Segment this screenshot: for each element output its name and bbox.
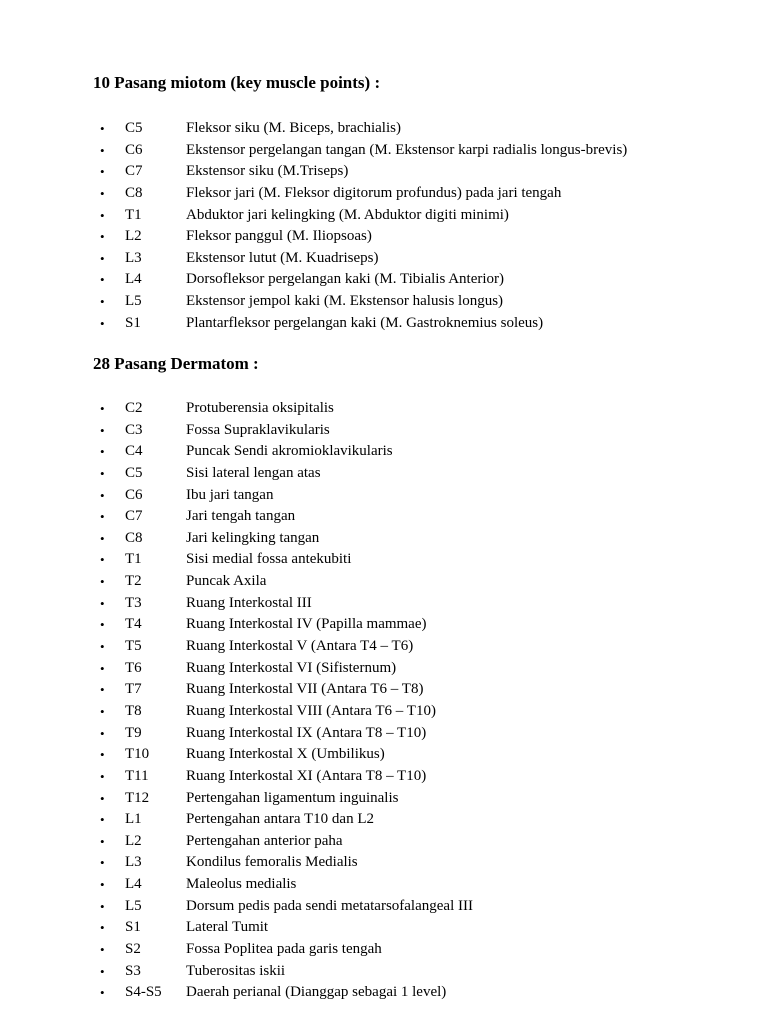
bullet-icon: • [100, 487, 105, 503]
segment-code: T8 [125, 702, 142, 719]
segment-code: S1 [125, 314, 141, 331]
myotome-list [0, 118, 720, 334]
bullet-icon: • [100, 812, 105, 828]
bullet-icon: • [100, 639, 105, 655]
segment-code: T3 [125, 594, 142, 611]
list-item [0, 528, 720, 550]
segment-code: C8 [125, 184, 143, 201]
segment-description: Abduktor jari kelingking (M. Abduktor digiti minimi) [186, 206, 509, 223]
bullet-icon: • [100, 444, 105, 460]
list-item [0, 982, 720, 1004]
list-item [0, 313, 720, 335]
segment-code: S2 [125, 941, 141, 958]
bullet-icon: • [100, 272, 105, 288]
list-item [0, 809, 720, 831]
segment-description: Fleksor jari (M. Fleksor digitorum profundus) pada jari tengah [186, 184, 562, 201]
segment-code: C7 [125, 508, 143, 525]
list-item [0, 183, 720, 205]
segment-description: Ruang Interkostal XI (Antara T8 – T10) [186, 767, 427, 784]
segment-description: Ruang Interkostal VIII (Antara T6 – T10) [186, 702, 436, 719]
segment-code: L4 [125, 876, 142, 893]
segment-description: Fossa Poplitea pada garis tengah [186, 941, 382, 958]
list-item [0, 874, 720, 896]
segment-code: T4 [125, 616, 142, 633]
segment-description: Dorsum pedis pada sendi metatarsofalangeal III [186, 897, 473, 914]
list-item [0, 939, 720, 961]
segment-description: Pertengahan antara T10 dan L2 [186, 811, 374, 828]
segment-description: Dorsofleksor pergelangan kaki (M. Tibialis Anterior) [186, 271, 505, 288]
bullet-icon: • [100, 574, 105, 590]
bullet-icon: • [100, 465, 105, 481]
segment-description: Pertengahan anterior paha [186, 832, 343, 849]
list-item [0, 269, 720, 291]
list-item [0, 766, 720, 788]
list-item [0, 852, 720, 874]
list-item [0, 636, 720, 658]
segment-description: Pertengahan ligamentum inguinalis [186, 789, 399, 806]
list-item [0, 161, 720, 183]
list-item [0, 679, 720, 701]
segment-code: C5 [125, 464, 143, 481]
list-item [0, 441, 720, 463]
list-item [0, 701, 720, 723]
segment-code: T12 [125, 789, 150, 806]
segment-description: Kondilus femoralis Medialis [186, 854, 358, 871]
segment-code: C7 [125, 163, 143, 180]
segment-code: S1 [125, 919, 141, 936]
list-item [0, 549, 720, 571]
segment-code: L1 [125, 811, 142, 828]
segment-code: C3 [125, 421, 143, 438]
segment-description: Jari tengah tangan [186, 508, 296, 525]
bullet-icon: • [100, 963, 105, 979]
list-item [0, 896, 720, 918]
segment-code: T1 [125, 551, 142, 568]
list-item [0, 961, 720, 983]
segment-code: S3 [125, 962, 141, 979]
bullet-icon: • [100, 401, 105, 416]
bullet-icon: • [100, 509, 105, 525]
list-item [0, 463, 720, 485]
list-item [0, 118, 720, 140]
segment-code: L5 [125, 293, 142, 310]
list-item [0, 248, 720, 270]
segment-code: T7 [125, 681, 142, 698]
segment-code: C4 [125, 443, 143, 460]
segment-description: Tuberositas iskii [186, 962, 286, 979]
bullet-icon: • [100, 747, 105, 763]
segment-description: Ekstensor lutut (M. Kuadriseps) [186, 249, 379, 266]
bullet-icon: • [100, 315, 105, 331]
bullet-icon: • [100, 855, 105, 871]
segment-code: L2 [125, 832, 142, 849]
segment-code: C6 [125, 486, 143, 503]
list-item [0, 420, 720, 442]
bullet-icon: • [100, 185, 105, 201]
segment-description: Fleksor panggul (M. Iliopsoas) [186, 228, 372, 245]
bullet-icon: • [100, 617, 105, 633]
segment-description: Ekstensor pergelangan tangan (M. Ekstensor karpi radialis longus-brevis) [186, 141, 628, 158]
list-item [0, 831, 720, 853]
segment-description: Ekstensor jempol kaki (M. Ekstensor halusis longus) [186, 293, 504, 310]
list-item [0, 723, 720, 745]
myotome-heading: 10 Pasang miotom (key muscle points) : [93, 73, 381, 92]
segment-description: Ruang Interkostal VI (Sifisternum) [186, 659, 397, 676]
bullet-icon: • [100, 164, 105, 180]
bullet-icon: • [100, 660, 105, 676]
segment-code: L2 [125, 228, 142, 245]
segment-description: Puncak Axila [186, 573, 267, 590]
segment-code: L3 [125, 249, 142, 266]
segment-code: L3 [125, 854, 142, 871]
bullet-icon: • [100, 422, 105, 438]
list-item [0, 398, 720, 420]
bullet-icon: • [100, 530, 105, 546]
bullet-icon: • [100, 142, 105, 158]
segment-code: C8 [125, 529, 143, 546]
segment-description: Ruang Interkostal III [186, 594, 312, 611]
segment-code: T5 [125, 638, 142, 655]
segment-description: Ibu jari tangan [186, 486, 274, 503]
list-item [0, 205, 720, 227]
segment-description: Puncak Sendi akromioklavikularis [186, 443, 393, 460]
bullet-icon: • [100, 121, 105, 136]
segment-code: L5 [125, 897, 142, 914]
list-item [0, 226, 720, 248]
bullet-icon: • [100, 942, 105, 958]
segment-code: T1 [125, 206, 142, 223]
segment-code: L4 [125, 271, 142, 288]
segment-description: Fossa Supraklavikularis [186, 421, 330, 438]
segment-description: Lateral Tumit [186, 919, 269, 936]
list-item [0, 593, 720, 615]
bullet-icon: • [100, 877, 105, 893]
bullet-icon: • [100, 833, 105, 849]
bullet-icon: • [100, 229, 105, 245]
list-item [0, 140, 720, 162]
bullet-icon: • [100, 920, 105, 936]
bullet-icon: • [100, 207, 105, 223]
list-item [0, 788, 720, 810]
segment-code: T2 [125, 573, 142, 590]
list-item [0, 291, 720, 313]
list-item [0, 744, 720, 766]
dermatome-list [0, 398, 720, 1004]
segment-code: S4-S5 [125, 984, 162, 1001]
segment-description: Plantarfleksor pergelangan kaki (M. Gastroknemius soleus) [186, 314, 544, 331]
segment-description: Maleolus medialis [186, 876, 297, 893]
segment-description: Daerah perianal (Dianggap sebagai 1 level) [186, 984, 447, 1001]
segment-code: C6 [125, 141, 143, 158]
segment-description: Fleksor siku (M. Biceps, brachialis) [186, 120, 401, 136]
bullet-icon: • [100, 703, 105, 719]
bullet-icon: • [100, 682, 105, 698]
segment-description: Sisi medial fossa antekubiti [186, 551, 352, 568]
segment-code: C5 [125, 120, 143, 136]
segment-description: Ruang Interkostal V (Antara T4 – T6) [186, 638, 414, 655]
segment-description: Ruang Interkostal IX (Antara T8 – T10) [186, 724, 427, 741]
segment-description: Ruang Interkostal VII (Antara T6 – T8) [186, 681, 424, 698]
dermatome-heading: 28 Pasang Dermatom : [93, 354, 259, 373]
segment-description: Sisi lateral lengan atas [186, 464, 321, 481]
bullet-icon: • [100, 725, 105, 741]
list-item [0, 658, 720, 680]
segment-code: C2 [125, 400, 143, 416]
list-item [0, 614, 720, 636]
segment-code: T11 [125, 767, 149, 784]
segment-description: Protuberensia oksipitalis [186, 400, 334, 416]
list-item [0, 485, 720, 507]
segment-description: Ekstensor siku (M.Triseps) [186, 163, 349, 180]
bullet-icon: • [100, 294, 105, 310]
bullet-icon: • [100, 898, 105, 914]
bullet-icon: • [100, 595, 105, 611]
segment-description: Ruang Interkostal IV (Papilla mammae) [186, 616, 427, 633]
segment-code: T10 [125, 746, 150, 763]
list-item [0, 571, 720, 593]
segment-description: Ruang Interkostal X (Umbilikus) [186, 746, 385, 763]
bullet-icon: • [100, 552, 105, 568]
list-item [0, 506, 720, 528]
segment-code: T6 [125, 659, 142, 676]
bullet-icon: • [100, 985, 105, 1001]
bullet-icon: • [100, 250, 105, 266]
segment-description: Jari kelingking tangan [186, 529, 320, 546]
bullet-icon: • [100, 790, 105, 806]
list-item [0, 917, 720, 939]
bullet-icon: • [100, 768, 105, 784]
segment-code: T9 [125, 724, 142, 741]
